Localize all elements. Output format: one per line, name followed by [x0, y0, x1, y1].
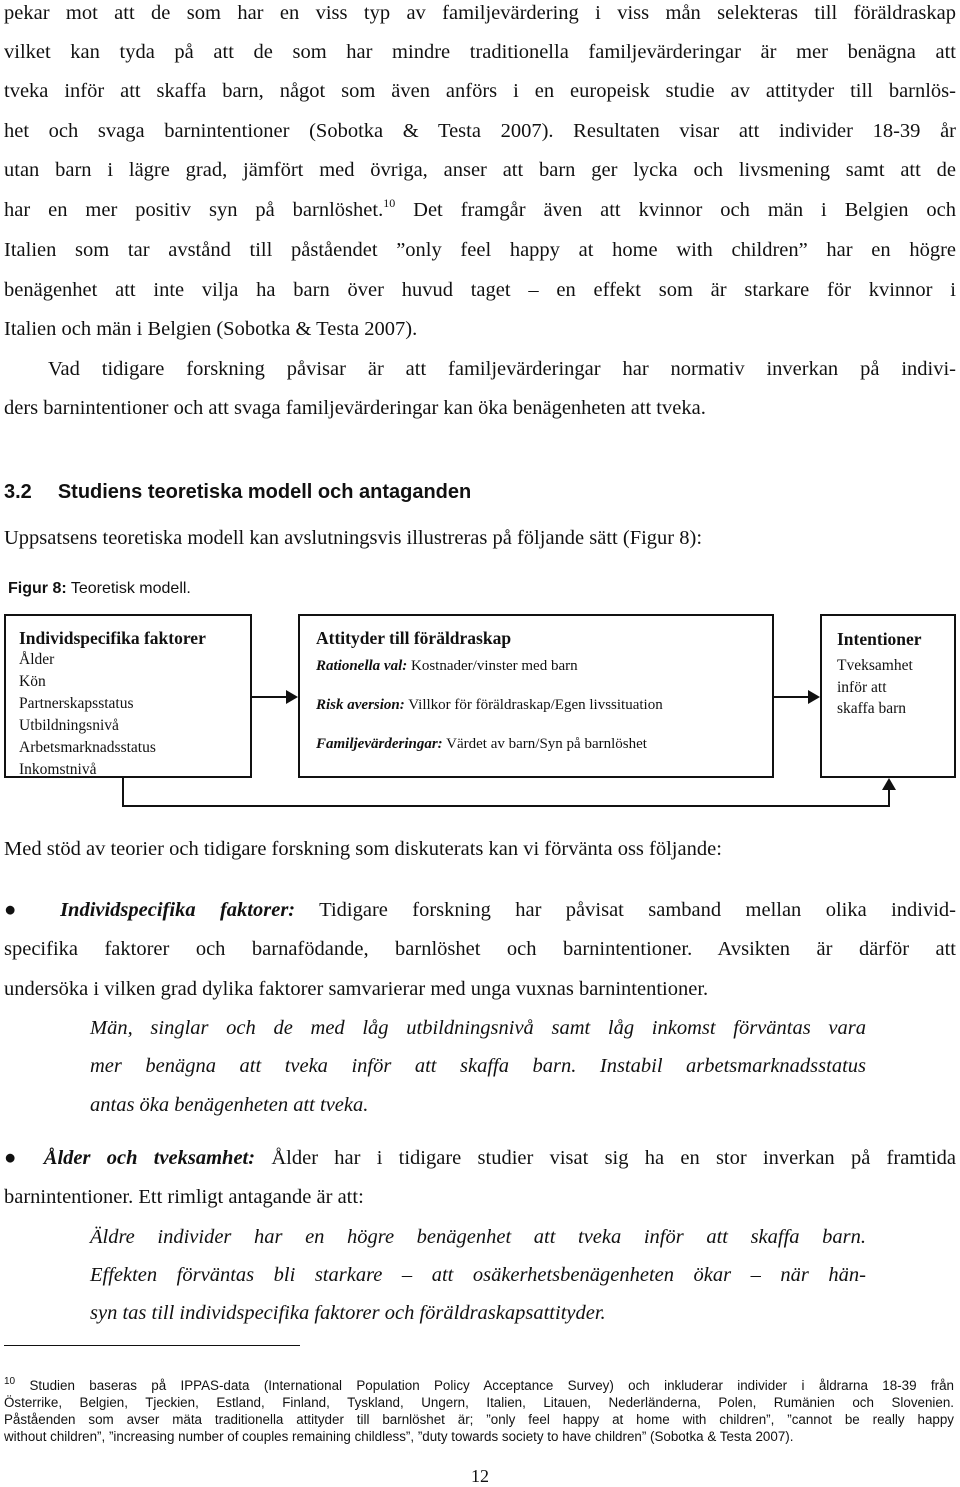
figure-caption-text: Teoretisk modell. [66, 580, 191, 597]
body-line: ders barnintentioner och att svaga familjevärderingar kan öka benägenheten att tveka. [4, 397, 706, 419]
arrow-right-icon [808, 690, 822, 704]
hypothesis-line: syn tas till individspecifika faktorer och föräldraskapsattityder. [90, 1302, 606, 1324]
expectations-intro: Med stöd av teorier och tidigare forskning som diskuterats kan vi förvänta oss följande: [4, 838, 722, 860]
body-line: Italien som tar avstånd till påståendet ”only feel happy at home with children” har en högre [4, 239, 956, 261]
hypothesis-line: Män, singlar och de med låg utbildningsnivå samt låg inkomst förväntas vara [90, 1017, 866, 1039]
bullet-label: Ålder och tveksamhet: [43, 1147, 256, 1169]
intention-line: inför att [837, 678, 887, 696]
feedback-line [888, 788, 890, 807]
body-line: Vad tidigare forskning påvisar är att familjevärderingar har normativ inverkan på indivi- [48, 358, 956, 380]
hypothesis-line: Äldre individer har en högre benägenhet att tveka inför att skaffa barn. [90, 1226, 866, 1248]
attitude-row [316, 735, 772, 754]
arrow-line [252, 696, 290, 698]
attitude-text: Villkor för föräldraskap/Egen livssituation [404, 697, 663, 713]
attitude-row [316, 657, 772, 676]
footnote-line: Österrike, Belgien, Tjeckien, Estland, Finland, Tyskland, Ungern, Italien, Litauen, Nederländerna, Polen, Rumänien och Slovenien. [4, 1395, 954, 1410]
page-number: 12 [471, 1466, 489, 1486]
hypothesis-line: mer benägna att tveka inför att skaffa barn. Instabil arbetsmarknadsstatus [90, 1055, 866, 1077]
parenthood-attitudes-box [298, 614, 774, 778]
body-line: barnintentioner. Ett rimligt antagande är att: [4, 1186, 364, 1208]
footnote-line [4, 1378, 954, 1397]
box-title: Intentioner [837, 629, 922, 649]
hypothesis-line: antas öka benägenheten att tveka. [90, 1094, 369, 1116]
factor-item: Utbildningsnivå [19, 717, 119, 734]
bullet-icon: ● [4, 1147, 28, 1169]
attitude-label: Rationella val: [316, 658, 408, 674]
bullet-line [4, 897, 956, 923]
factor-item: Arbetsmarknadsstatus [19, 739, 156, 756]
intention-line: Tveksamhet [837, 657, 913, 674]
arrow-right-icon [286, 690, 300, 704]
body-line: benägenhet att inte vilja ha barn över huvud taget – en effekt som är starkare för kvinnor i [4, 279, 956, 301]
attitude-text: Värdet av barn/Syn på barnlöshet [442, 736, 647, 752]
figure-caption [8, 580, 191, 598]
footnote-number: 10 [4, 1376, 16, 1387]
footnote-line: Påståenden som avser mäta traditionella attityder till barnlöshet är; ”only feel happy at home with children”, ”cannot be really happy [4, 1412, 954, 1427]
individual-factors-box [4, 614, 252, 778]
body-line: utan barn i lägre grad, jämfört med övriga, anser att barn ger lycka och livsmening samt att de [4, 159, 956, 181]
body-text: Det framgår även att kvinnor och män i Belgien och [395, 199, 956, 221]
body-line: specifika faktorer och barnafödande, barnlöshet och barnintentioner. Avsikten är därför att [4, 938, 956, 960]
body-line: pekar mot att de som har en viss typ av familjevärdering i viss mån selekteras till föräldraskap [4, 2, 956, 24]
bullet-text: Tidigare forskning har påvisat samband mellan olika individ- [295, 899, 956, 921]
footnote-line: without children”, ”increasing number of couples remaining childless”, ”duty towards society to have children” (Sobotka & Testa 2007). [4, 1429, 794, 1444]
factor-item: Inkomstnivå [19, 761, 97, 778]
attitude-label: Familjevärderingar: [316, 736, 443, 752]
attitude-text: Kostnader/vinster med barn [407, 658, 578, 674]
body-line: het och svaga barnintentioner (Sobotka & Testa 2007). Resultaten visar att individer 18-39 år [4, 120, 956, 142]
section-title: Studiens teoretiska modell och antaganden [57, 481, 472, 503]
box-title: Attityder till föräldraskap [316, 628, 512, 648]
intention-line: skaffa barn [837, 700, 907, 717]
bullet-icon: ● [4, 899, 36, 921]
body-line: Italien och män i Belgien (Sobotka & Testa 2007). [4, 318, 418, 340]
body-text: har en mer positiv syn på barnlöshet. [4, 199, 384, 221]
intentions-box [820, 614, 956, 778]
body-line: vilket kan tyda på att de som har mindre traditionella familjevärderingar är mer benägna att [4, 41, 956, 63]
section-heading [4, 481, 471, 504]
factor-item: Ålder [19, 651, 55, 668]
footnote-text: Studien baseras på IPPAS-data (International Population Policy Acceptance Survey) och inkluderar individer i åldrarna 18-39 från [29, 1378, 954, 1393]
footnote-ref[interactable]: 10 [383, 196, 396, 210]
body-line [4, 197, 956, 225]
bullet-text: Ålder har i tidigare studier visat sig ha en stor inverkan på framtida [255, 1147, 956, 1169]
section-intro: Uppsatsens teoretiska modell kan avslutningsvis illustreras på följande sätt (Figur 8): [4, 527, 703, 549]
factor-item: Partnerskapsstatus [19, 695, 134, 712]
attitude-label: Risk aversion: [316, 697, 405, 713]
attitude-row [316, 696, 772, 715]
section-number: 3.2 [4, 481, 32, 503]
arrow-up-icon [882, 778, 896, 790]
footnote-separator [4, 1345, 300, 1346]
feedback-line [122, 805, 890, 807]
body-line: undersöka i vilken grad dylika faktorer samvarierar med unga vuxnas barnintentioner. [4, 978, 709, 1000]
factor-item: Kön [19, 673, 46, 690]
hypothesis-line: Effekten förväntas bli starkare – att osäkerhetsbenägenheten ökar – när hän- [90, 1264, 866, 1286]
figure-caption-label: Figur 8: [8, 580, 67, 597]
feedback-line [122, 778, 124, 807]
box-title: Individspecifika faktorer [19, 628, 206, 648]
arrow-line [774, 696, 812, 698]
bullet-line [4, 1145, 956, 1171]
body-line: tveka inför att skaffa barn, något som även anförs i en europeisk studie av attityder till barnlös- [4, 80, 956, 102]
bullet-label: Individspecifika faktorer: [60, 899, 296, 921]
